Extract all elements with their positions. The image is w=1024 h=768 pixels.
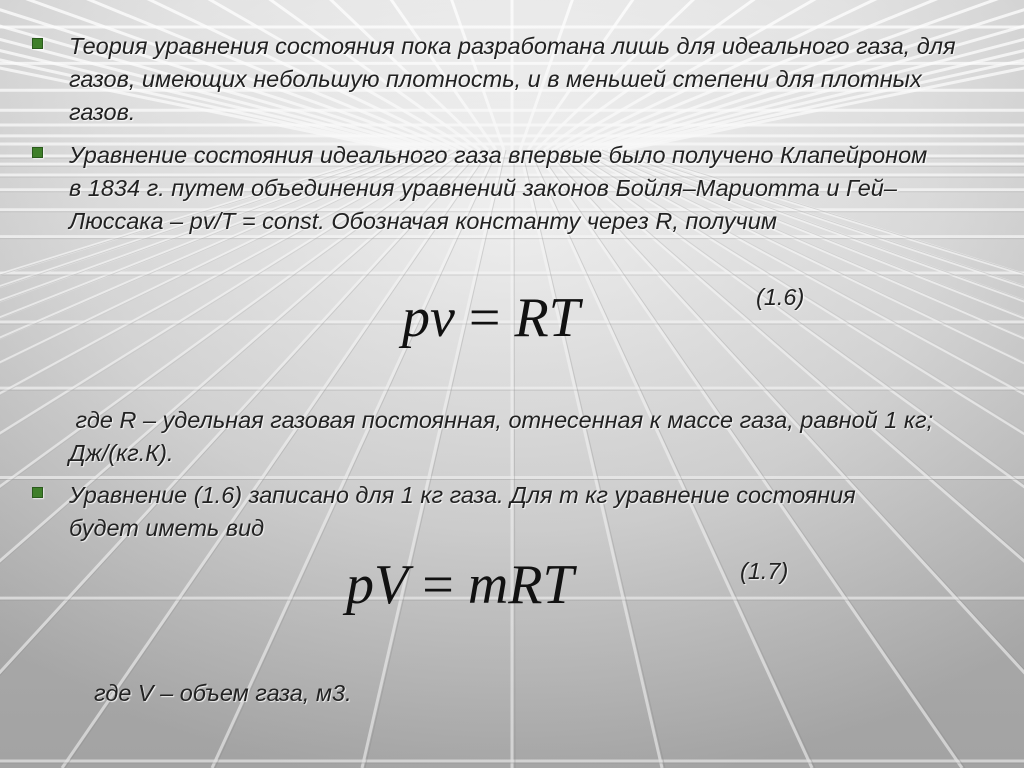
equation-sign: = <box>422 554 454 616</box>
paragraph-4: Уравнение (1.6) записано для 1 кг газа. Для m кг уравнение состояния будет иметь вид <box>69 482 856 541</box>
bullet-icon <box>32 147 43 158</box>
equation-1-7 <box>346 555 574 615</box>
bullet-icon <box>32 38 43 49</box>
equation-1-6 <box>402 288 580 348</box>
paragraph-1: Теория уравнения состояния пока разработана лишь для идеального газа, для газов, имеющих небольшую плотность, и в меньшей степени для плотных газов. <box>69 33 956 125</box>
equation-left: pv <box>402 287 455 349</box>
equation-number-1-7: (1.7) <box>740 558 789 584</box>
equation-number-1-6: (1.6) <box>756 284 805 310</box>
equation-left: pV <box>346 554 409 616</box>
equation-sign: = <box>468 287 501 349</box>
equation-right: RT <box>514 287 580 349</box>
paragraph-3: где R – удельная газовая постоянная, отнесенная к массе газа, равной 1 кг; Дж/(кг.К). <box>69 407 940 466</box>
bullet-icon <box>32 487 43 498</box>
paragraph-2: Уравнение состояния идеального газа впервые было получено Клапейроном в 1834 г. путем объединения уравнений законов Бойля–Мариотта и Гей–Люссака – pv/T = const. Обозначая константу через R, получим <box>69 142 928 234</box>
equation-right: mRT <box>467 554 574 616</box>
paragraph-5: где V – объем газа, м3. <box>94 680 352 706</box>
